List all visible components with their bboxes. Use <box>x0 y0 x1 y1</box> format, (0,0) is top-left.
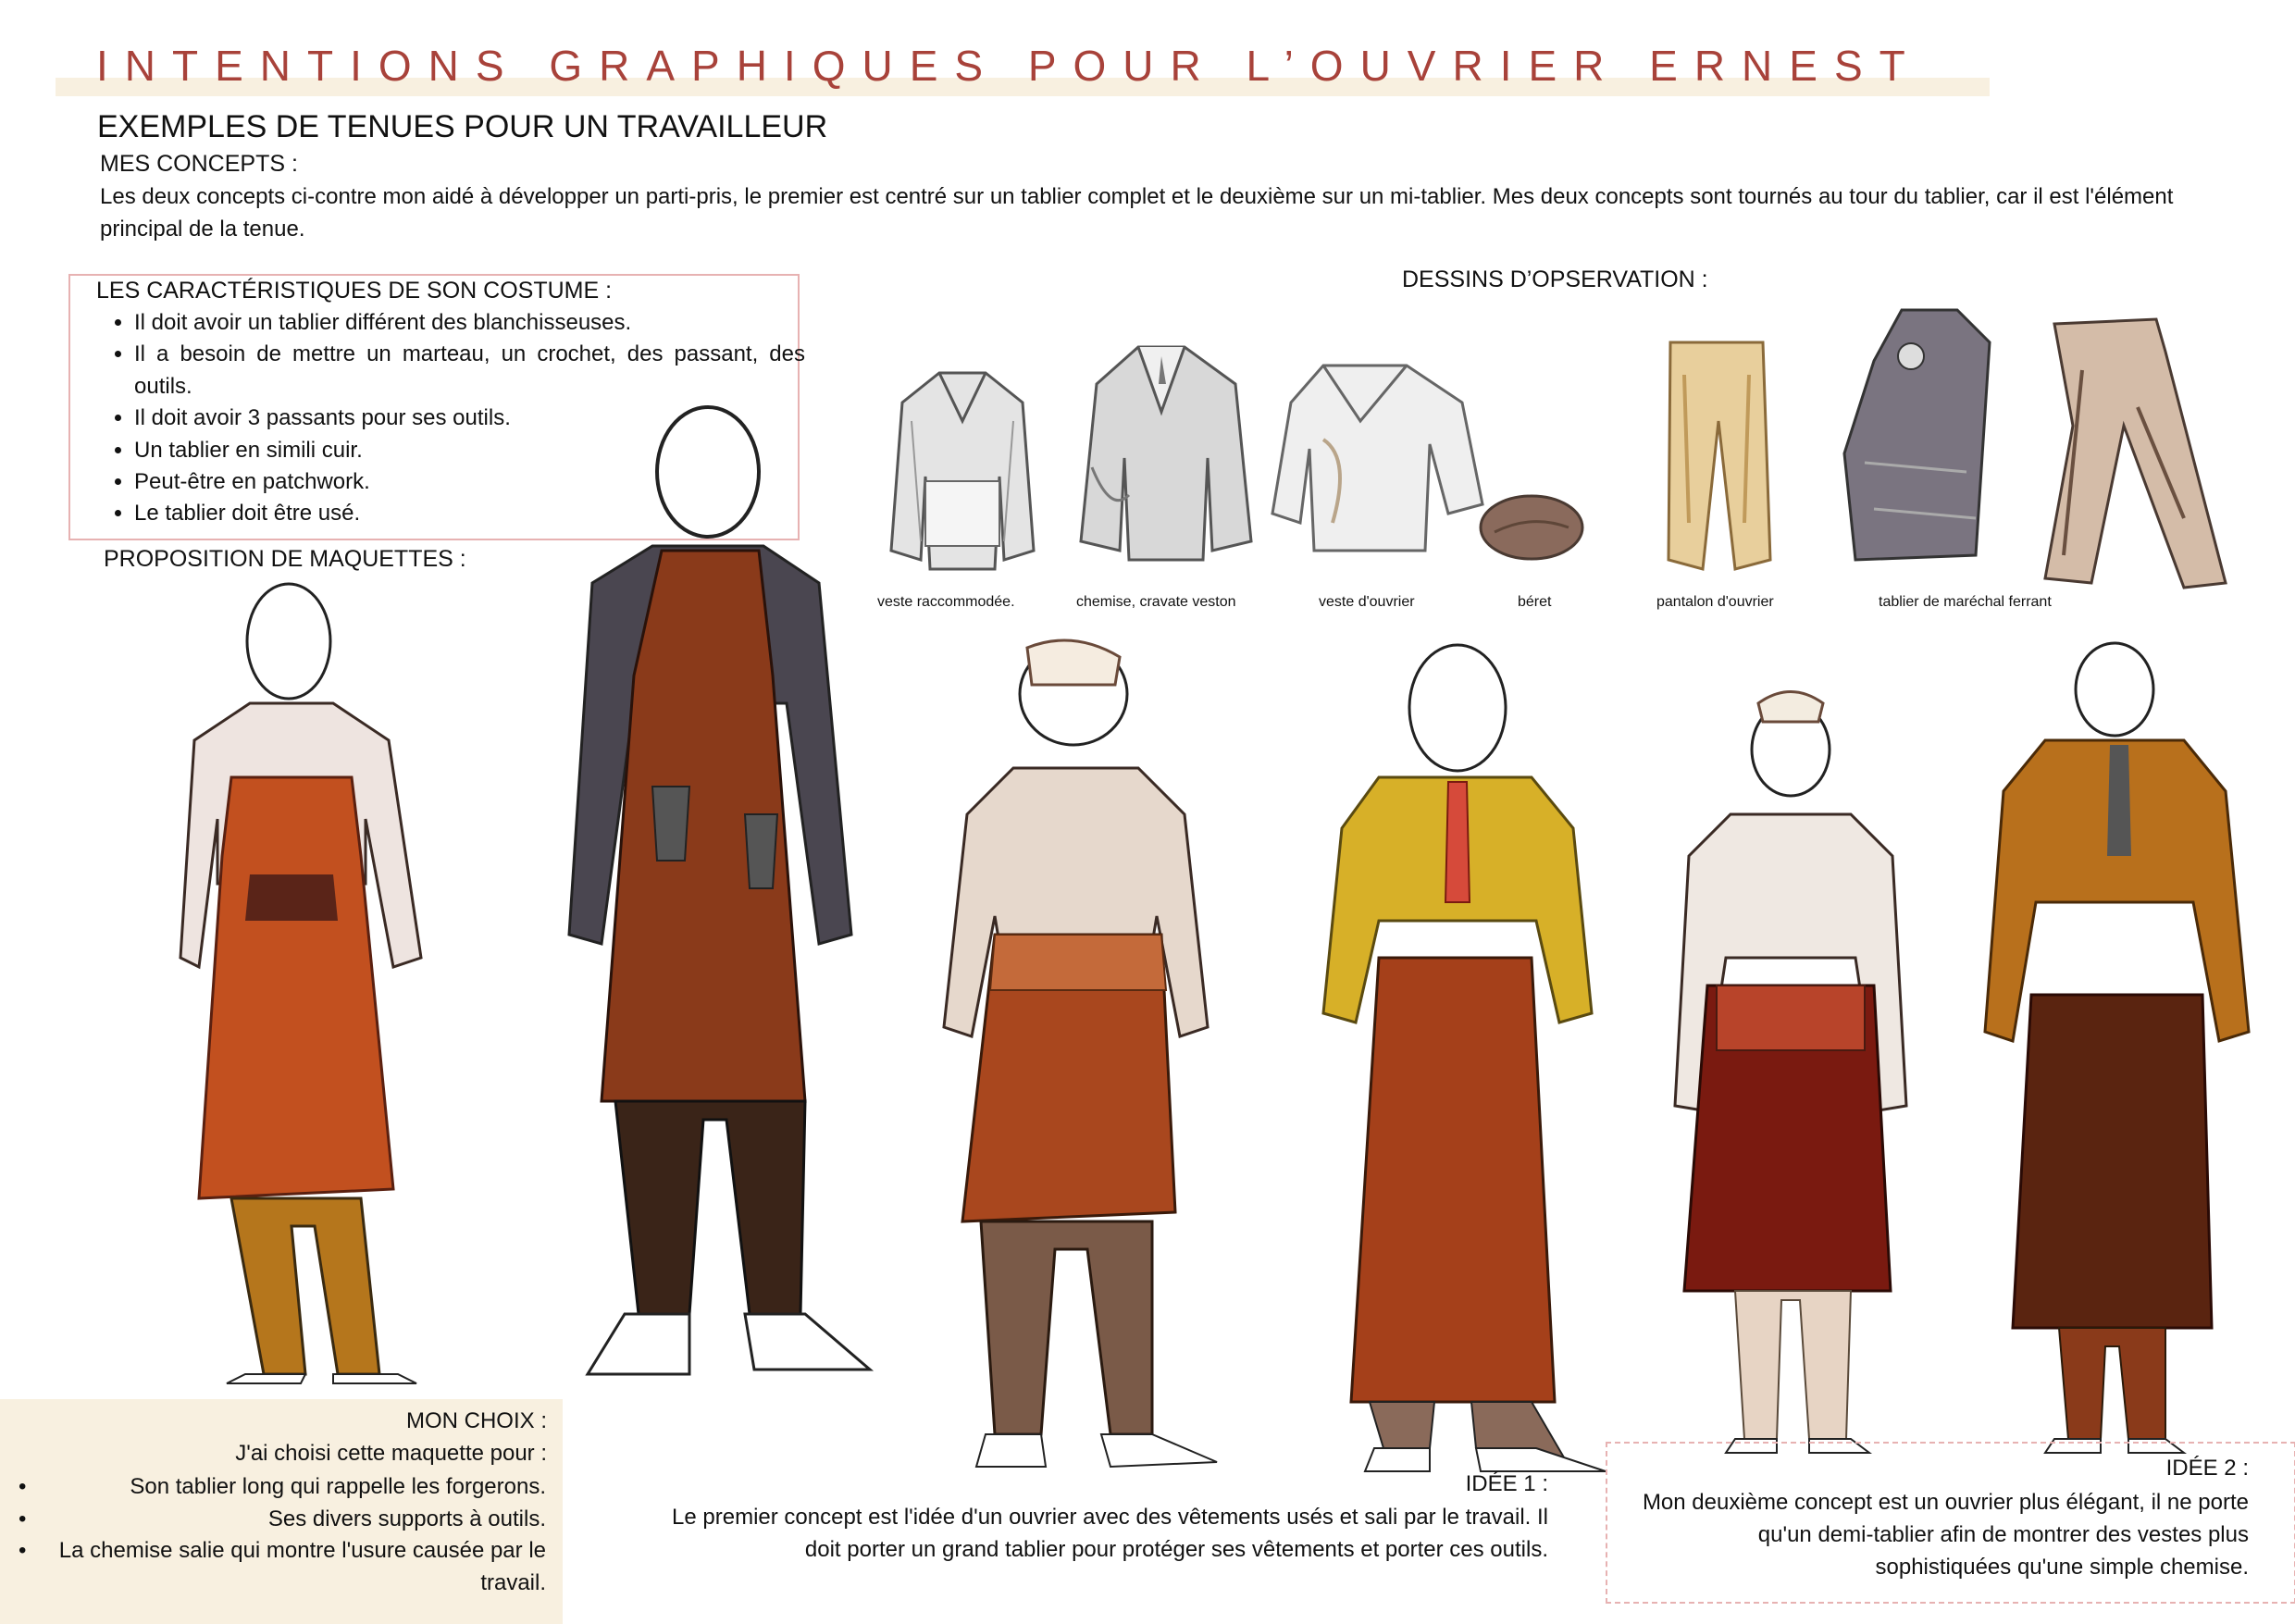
list-item: • Le tablier doit être usé. <box>134 498 805 529</box>
propositions-label: PROPOSITION DE MAQUETTES : <box>104 546 466 572</box>
mended-jacket-drawing <box>884 366 1041 578</box>
list-item: • Un tablier en simili cuir. <box>134 435 805 466</box>
concepts-label: MES CONCEPTS : <box>100 151 298 177</box>
caption-farrier-apron: tablier de maréchal ferrant <box>1879 594 2052 610</box>
list-item: • Son tablier long qui rappelle les forgerons. <box>19 1474 546 1499</box>
list-item: • Il doit avoir 3 passants pour ses outils. <box>134 403 805 434</box>
caption-work-jacket: veste d'ouvrier <box>1319 594 1415 610</box>
list-item: • Peut-être en patchwork. <box>134 466 805 498</box>
list-item: • Il doit avoir un tablier différent des blanchisseuses. <box>134 307 805 339</box>
concepts-text: Les deux concepts ci-contre mon aidé à développer un parti-pris, le premier est centré sur un tablier complet et le deuxième sur un mi-tablier. Mes deux concepts sont tournés au tour du tablier, car il est l'élément principal de la tenue. <box>100 184 2174 242</box>
figure-yellow-jacket <box>1314 643 1610 1476</box>
choice-intro: J'ai choisi cette maquette pour : <box>235 1441 547 1466</box>
choice-list <box>0 1471 546 1599</box>
list-item: • La chemise salie qui montre l'usure causée par le travail. <box>19 1538 546 1595</box>
beret-drawing <box>1476 486 1587 564</box>
choice-title: MON CHOIX : <box>405 1408 547 1433</box>
work-trousers-drawing <box>1661 338 1777 574</box>
work-jacket-drawing <box>1268 356 1490 560</box>
page-subtitle: EXEMPLES DE TENUES POUR UN TRAVAILLEUR <box>97 109 828 144</box>
list-item: • Ses divers supports à outils. <box>19 1506 546 1531</box>
caption-beret: béret <box>1518 594 1552 610</box>
caption-mended-jacket: veste raccommodée. <box>877 594 1015 610</box>
idea2-text: Mon deuxième concept est un ouvrier plus élégant, il ne porte qu'un demi-tablier afin de montrer des vestes plus sophistiquées qu'une simple chemise. <box>1642 1490 2249 1580</box>
figure-apron-brown-dark-shirt <box>551 398 875 1379</box>
caption-shirt-tie-jacket: chemise, cravate veston <box>1076 594 1236 610</box>
caption-work-trousers: pantalon d'ouvrier <box>1656 594 1774 610</box>
figure-ochre-jacket <box>1980 625 2258 1457</box>
figure-apron-patchwork <box>939 638 1235 1471</box>
idea2-title: IDÉE 2 : <box>2165 1456 2249 1481</box>
farrier-apron-open-drawing <box>2027 315 2230 592</box>
page-title: INTENTIONS GRAPHIQUES POUR L’OUVRIER ERNEST <box>96 42 1922 90</box>
list-item: • Il a besoin de mettre un marteau, un crochet, des passant, des outils. <box>134 339 805 403</box>
idea1-title: IDÉE 1 : <box>1465 1471 1548 1496</box>
characteristics-title: LES CARACTÉRISTIQUES DE SON COSTUME : <box>96 278 613 304</box>
farrier-apron-drawing <box>1837 305 2003 564</box>
figure-cap-half-apron <box>1670 680 1911 1457</box>
figure-apron-orange <box>176 578 481 1383</box>
shirt-tie-jacket-drawing <box>1073 329 1259 564</box>
observation-label: DESSINS D’OPSERVATION : <box>1402 267 1708 292</box>
idea1-text: Le premier concept est l'idée d'un ouvrier avec des vêtements usés et sali par le travail. Il doit porter un grand tablier pour protéger ses vêtements et porter ces outils. <box>672 1505 1548 1562</box>
